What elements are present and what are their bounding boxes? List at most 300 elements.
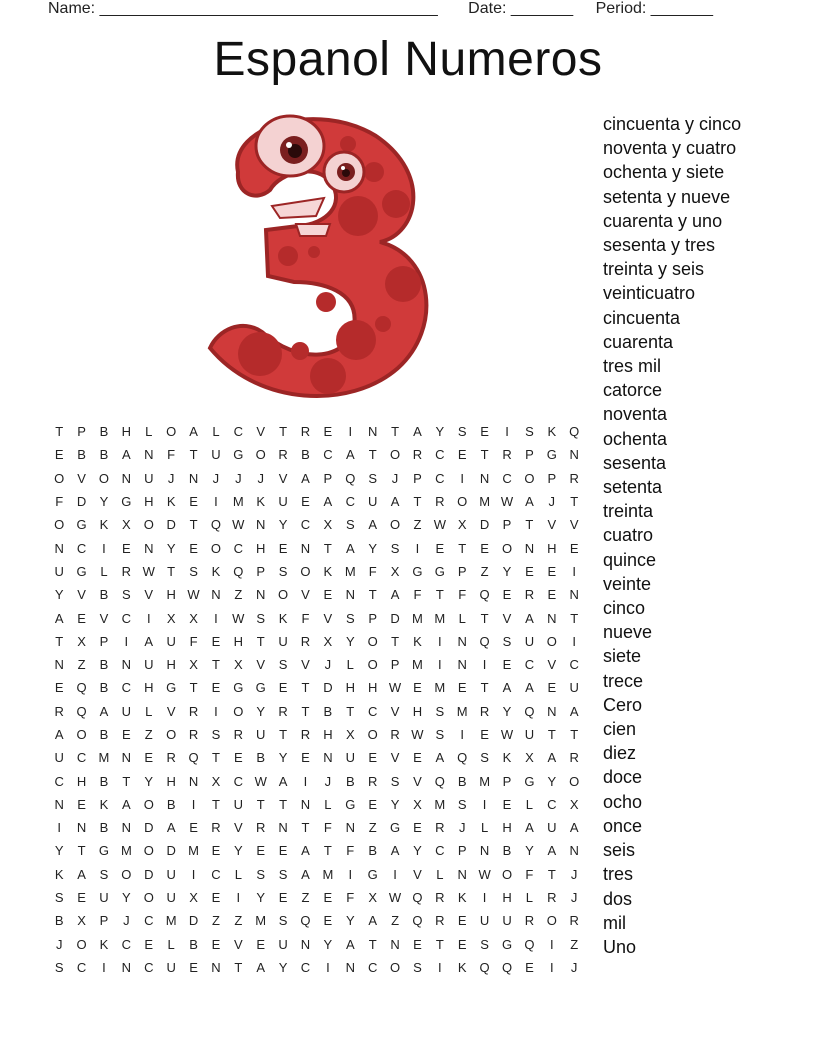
grid-letter[interactable]: C (233, 773, 244, 789)
grid-letter[interactable]: W (500, 727, 514, 742)
grid-letter[interactable]: D (188, 913, 199, 929)
grid-letter[interactable]: E (547, 563, 557, 579)
grid-letter[interactable]: M (344, 563, 356, 579)
grid-letter[interactable]: B (256, 750, 266, 766)
grid-letter[interactable]: O (501, 540, 513, 556)
grid-letter[interactable]: S (457, 796, 467, 812)
grid-letter[interactable]: O (367, 633, 378, 649)
grid-letter[interactable]: N (278, 820, 288, 836)
grid-letter[interactable]: S (278, 866, 288, 882)
grid-letter[interactable]: B (99, 424, 109, 440)
grid-letter[interactable]: R (278, 447, 288, 463)
grid-letter[interactable]: N (121, 959, 132, 975)
grid-letter[interactable]: U (99, 890, 109, 906)
grid-letter[interactable]: O (546, 913, 557, 929)
grid-letter[interactable]: R (166, 750, 176, 766)
grid-letter[interactable]: E (413, 936, 422, 952)
grid-letter[interactable]: E (122, 727, 131, 742)
grid-letter[interactable]: O (367, 727, 378, 742)
grid-letter[interactable]: T (279, 727, 288, 742)
grid-letter[interactable]: C (121, 936, 132, 952)
grid-letter[interactable]: T (301, 820, 310, 836)
grid-letter[interactable]: V (413, 866, 422, 882)
grid-letter[interactable]: P (457, 843, 467, 859)
grid-letter[interactable]: M (322, 866, 334, 882)
grid-letter[interactable]: E (278, 680, 288, 696)
grid-letter[interactable]: R (435, 494, 445, 510)
grid-letter[interactable]: M (456, 703, 468, 719)
grid-letter[interactable]: T (167, 563, 176, 579)
grid-letter[interactable]: K (99, 936, 109, 952)
grid-letter[interactable]: H (256, 540, 266, 556)
grid-letter[interactable]: T (189, 680, 198, 696)
grid-letter[interactable]: W (388, 680, 402, 696)
grid-letter[interactable]: S (278, 657, 288, 673)
grid-letter[interactable]: L (167, 936, 175, 952)
grid-letter[interactable]: I (482, 657, 487, 673)
grid-letter[interactable]: N (188, 470, 199, 486)
grid-letter[interactable]: E (54, 447, 64, 463)
grid-letter[interactable]: R (54, 703, 64, 719)
grid-letter[interactable]: N (457, 633, 467, 649)
grid-letter[interactable]: B (457, 773, 467, 789)
grid-letter[interactable]: W (142, 563, 155, 579)
grid-letter[interactable]: N (569, 447, 579, 463)
grid-letter[interactable]: A (301, 470, 310, 486)
grid-letter[interactable]: J (167, 470, 175, 486)
grid-letter[interactable]: C (144, 959, 154, 975)
grid-letter[interactable]: E (457, 447, 467, 463)
grid-letter[interactable]: P (256, 563, 266, 579)
grid-letter[interactable]: M (120, 843, 132, 859)
grid-letter[interactable]: L (100, 563, 108, 579)
grid-letter[interactable]: M (434, 796, 446, 812)
grid-letter[interactable]: B (99, 587, 109, 603)
grid-letter[interactable]: E (77, 796, 86, 812)
grid-letter[interactable]: Q (210, 517, 221, 533)
grid-letter[interactable]: B (99, 657, 109, 673)
grid-letter[interactable]: S (435, 727, 445, 742)
grid-letter[interactable]: E (189, 540, 198, 556)
grid-letter[interactable]: E (301, 494, 310, 510)
grid-letter[interactable]: A (54, 727, 64, 742)
grid-letter[interactable]: I (348, 424, 353, 440)
grid-letter[interactable]: R (278, 703, 288, 719)
grid-letter[interactable]: A (525, 494, 534, 510)
grid-letter[interactable]: N (121, 657, 132, 673)
grid-letter[interactable]: T (525, 517, 534, 533)
grid-letter[interactable]: S (122, 587, 131, 603)
grid-letter[interactable]: U (54, 563, 64, 579)
grid-letter[interactable]: H (323, 727, 333, 742)
grid-letter[interactable]: F (346, 843, 355, 859)
grid-letter[interactable]: N (211, 587, 221, 603)
grid-letter[interactable]: X (122, 517, 131, 533)
grid-letter[interactable]: J (324, 773, 332, 789)
grid-letter[interactable]: Q (457, 750, 468, 766)
grid-letter[interactable]: A (502, 680, 512, 696)
grid-letter[interactable]: C (121, 610, 132, 626)
grid-letter[interactable]: S (390, 773, 400, 789)
grid-letter[interactable]: Z (211, 913, 220, 929)
grid-letter[interactable]: Y (345, 633, 355, 649)
grid-letter[interactable]: L (525, 890, 534, 906)
grid-letter[interactable]: F (458, 587, 467, 603)
grid-letter[interactable]: H (144, 494, 154, 510)
grid-letter[interactable]: S (256, 866, 266, 882)
grid-letter[interactable]: J (324, 657, 332, 673)
grid-letter[interactable]: I (572, 563, 576, 579)
grid-letter[interactable]: U (166, 890, 176, 906)
grid-letter[interactable]: W (433, 517, 446, 533)
grid-letter[interactable]: E (278, 890, 288, 906)
grid-letter[interactable]: Y (502, 703, 512, 719)
grid-letter[interactable]: L (145, 424, 153, 440)
grid-letter[interactable]: Z (368, 820, 377, 836)
grid-letter[interactable]: L (234, 866, 242, 882)
grid-letter[interactable]: M (188, 843, 199, 859)
grid-letter[interactable]: D (144, 866, 154, 882)
grid-letter[interactable]: M (165, 913, 177, 929)
grid-letter[interactable]: R (479, 703, 490, 719)
grid-letter[interactable]: O (166, 424, 177, 440)
grid-letter[interactable]: H (502, 890, 512, 906)
grid-letter[interactable]: N (121, 470, 132, 486)
grid-letter[interactable]: A (278, 773, 288, 789)
grid-letter[interactable]: G (76, 563, 87, 579)
grid-letter[interactable]: W (232, 610, 245, 626)
grid-letter[interactable]: E (122, 540, 131, 556)
grid-letter[interactable]: F (525, 866, 534, 882)
grid-letter[interactable]: A (525, 610, 534, 626)
grid-letter[interactable]: T (256, 796, 265, 812)
grid-letter[interactable]: A (525, 680, 534, 696)
grid-letter[interactable]: I (102, 540, 106, 556)
grid-letter[interactable]: E (323, 890, 333, 906)
grid-letter[interactable]: N (54, 540, 64, 556)
grid-letter[interactable]: E (457, 936, 467, 952)
grid-letter[interactable]: V (77, 470, 86, 486)
grid-letter[interactable]: C (524, 657, 535, 673)
grid-letter[interactable]: Y (413, 843, 422, 859)
grid-letter[interactable]: C (121, 680, 132, 696)
grid-letter[interactable]: J (570, 890, 578, 906)
grid-letter[interactable]: T (547, 866, 556, 882)
name-field[interactable]: Name: ______________________________________ (48, 0, 438, 17)
grid-letter[interactable]: I (191, 866, 196, 882)
grid-letter[interactable]: S (54, 959, 64, 975)
grid-letter[interactable]: O (389, 517, 401, 533)
grid-letter[interactable]: E (256, 936, 266, 952)
grid-letter[interactable]: I (191, 796, 196, 812)
grid-letter[interactable]: U (54, 750, 64, 766)
grid-letter[interactable]: V (547, 657, 557, 673)
grid-letter[interactable]: J (570, 959, 578, 975)
grid-letter[interactable]: Z (480, 563, 489, 579)
grid-letter[interactable]: A (54, 610, 64, 626)
grid-letter[interactable]: C (76, 750, 87, 766)
grid-letter[interactable]: E (323, 913, 333, 929)
grid-letter[interactable]: V (144, 587, 154, 603)
grid-letter[interactable]: B (99, 773, 109, 789)
grid-letter[interactable]: Z (144, 727, 153, 742)
grid-letter[interactable]: K (547, 424, 557, 440)
grid-letter[interactable]: G (434, 563, 445, 579)
grid-letter[interactable]: Y (278, 750, 288, 766)
grid-letter[interactable]: Y (368, 540, 377, 556)
grid-letter[interactable]: I (326, 959, 330, 975)
grid-letter[interactable]: B (77, 447, 86, 463)
grid-letter[interactable]: J (55, 936, 63, 952)
grid-letter[interactable]: V (301, 587, 310, 603)
grid-letter[interactable]: J (257, 470, 264, 486)
grid-letter[interactable]: N (300, 796, 311, 812)
grid-letter[interactable]: O (233, 703, 244, 719)
grid-letter[interactable]: E (211, 936, 221, 952)
grid-letter[interactable]: Q (300, 913, 311, 929)
grid-letter[interactable]: E (301, 750, 310, 766)
grid-letter[interactable]: A (368, 913, 377, 929)
grid-letter[interactable]: E (189, 959, 198, 975)
grid-letter[interactable]: C (435, 447, 445, 463)
grid-letter[interactable]: V (502, 610, 512, 626)
grid-letter[interactable]: A (547, 750, 557, 766)
grid-letter[interactable]: V (166, 703, 176, 719)
grid-letter[interactable]: B (368, 843, 377, 859)
grid-letter[interactable]: A (166, 820, 176, 836)
grid-letter[interactable]: S (345, 517, 355, 533)
grid-letter[interactable]: A (390, 843, 400, 859)
grid-letter[interactable]: S (345, 610, 355, 626)
grid-letter[interactable]: O (210, 540, 221, 556)
grid-letter[interactable]: E (77, 610, 86, 626)
grid-letter[interactable]: O (278, 587, 289, 603)
grid-letter[interactable]: R (188, 703, 199, 719)
grid-letter[interactable]: G (501, 936, 513, 952)
grid-letter[interactable]: B (99, 820, 109, 836)
grid-letter[interactable]: I (57, 820, 61, 836)
grid-letter[interactable]: N (144, 447, 154, 463)
grid-letter[interactable]: G (389, 820, 401, 836)
grid-letter[interactable]: F (368, 563, 377, 579)
grid-letter[interactable]: C (323, 447, 333, 463)
grid-letter[interactable]: K (99, 517, 109, 533)
grid-letter[interactable]: E (502, 587, 512, 603)
grid-letter[interactable]: T (211, 657, 220, 673)
grid-letter[interactable]: S (256, 610, 266, 626)
grid-letter[interactable]: E (256, 843, 266, 859)
grid-letter[interactable]: Q (524, 936, 535, 952)
grid-letter[interactable]: T (391, 633, 400, 649)
grid-letter[interactable]: O (166, 727, 177, 742)
grid-letter[interactable]: O (546, 633, 557, 649)
grid-letter[interactable]: V (77, 587, 86, 603)
grid-letter[interactable]: D (390, 610, 400, 626)
date-field[interactable]: Date: _______ (468, 0, 574, 17)
grid-letter[interactable]: E (480, 727, 489, 742)
grid-letter[interactable]: V (569, 517, 579, 533)
grid-letter[interactable]: N (367, 424, 378, 440)
grid-letter[interactable]: T (323, 540, 332, 556)
grid-letter[interactable]: S (502, 633, 512, 649)
grid-letter[interactable]: H (345, 680, 355, 696)
grid-letter[interactable]: A (569, 820, 579, 836)
grid-letter[interactable]: A (189, 424, 198, 440)
grid-letter[interactable]: C (54, 773, 64, 789)
grid-letter[interactable]: R (121, 563, 132, 579)
grid-letter[interactable]: W (232, 517, 245, 533)
grid-letter[interactable]: Z (234, 587, 243, 603)
grid-letter[interactable]: R (412, 447, 423, 463)
grid-letter[interactable]: P (547, 470, 557, 486)
grid-letter[interactable]: V (233, 820, 243, 836)
grid-letter[interactable]: L (212, 424, 220, 440)
grid-letter[interactable]: P (368, 610, 377, 626)
grid-letter[interactable]: K (457, 890, 467, 906)
grid-letter[interactable]: B (502, 843, 512, 859)
grid-letter[interactable]: F (323, 820, 332, 836)
grid-letter[interactable]: N (144, 540, 154, 556)
grid-letter[interactable]: I (482, 890, 487, 906)
grid-letter[interactable]: W (388, 890, 402, 906)
grid-letter[interactable]: W (478, 866, 491, 882)
grid-letter[interactable]: E (323, 424, 333, 440)
grid-letter[interactable]: O (524, 470, 535, 486)
grid-letter[interactable]: X (233, 657, 243, 673)
grid-letter[interactable]: T (77, 843, 86, 859)
grid-letter[interactable]: L (481, 820, 489, 836)
grid-letter[interactable]: R (435, 890, 445, 906)
grid-letter[interactable]: F (189, 633, 198, 649)
grid-letter[interactable]: Y (122, 890, 131, 906)
grid-letter[interactable]: X (189, 890, 198, 906)
grid-letter[interactable]: R (233, 727, 244, 742)
grid-letter[interactable]: X (323, 517, 333, 533)
grid-letter[interactable]: T (435, 936, 444, 952)
grid-letter[interactable]: N (121, 750, 132, 766)
grid-letter[interactable]: K (211, 563, 221, 579)
grid-letter[interactable]: S (413, 959, 422, 975)
grid-letter[interactable]: U (121, 703, 132, 719)
grid-letter[interactable]: K (502, 750, 512, 766)
grid-letter[interactable]: A (301, 866, 310, 882)
grid-letter[interactable]: U (144, 470, 154, 486)
grid-letter[interactable]: E (278, 843, 288, 859)
grid-letter[interactable]: B (166, 796, 176, 812)
grid-letter[interactable]: A (547, 843, 557, 859)
grid-letter[interactable]: E (569, 540, 579, 556)
grid-letter[interactable]: F (167, 447, 176, 463)
grid-letter[interactable]: K (323, 563, 333, 579)
grid-letter[interactable]: N (256, 587, 266, 603)
grid-letter[interactable]: E (211, 843, 221, 859)
grid-letter[interactable]: I (505, 424, 509, 440)
grid-letter[interactable]: I (438, 959, 442, 975)
grid-letter[interactable]: R (435, 913, 445, 929)
grid-letter[interactable]: A (122, 447, 131, 463)
grid-letter[interactable]: A (144, 633, 154, 649)
grid-letter[interactable]: I (124, 633, 129, 649)
grid-letter[interactable]: R (569, 750, 579, 766)
grid-letter[interactable]: D (166, 517, 176, 533)
grid-letter[interactable]: S (54, 890, 64, 906)
grid-letter[interactable]: A (390, 587, 400, 603)
grid-letter[interactable]: E (77, 890, 86, 906)
grid-letter[interactable]: C (300, 517, 311, 533)
grid-letter[interactable]: D (323, 680, 333, 696)
grid-letter[interactable]: O (143, 890, 154, 906)
grid-letter[interactable]: N (457, 657, 467, 673)
grid-letter[interactable]: L (324, 796, 332, 812)
grid-letter[interactable]: G (367, 866, 378, 882)
grid-letter[interactable]: S (480, 936, 489, 952)
grid-letter[interactable]: O (457, 494, 468, 510)
grid-letter[interactable]: N (479, 843, 490, 859)
grid-letter[interactable]: C (76, 540, 87, 556)
grid-letter[interactable]: E (368, 750, 377, 766)
grid-letter[interactable]: N (547, 703, 557, 719)
grid-letter[interactable]: I (438, 633, 442, 649)
grid-letter[interactable]: Q (434, 773, 445, 789)
grid-letter[interactable]: D (144, 820, 154, 836)
grid-letter[interactable]: A (413, 424, 422, 440)
grid-letter[interactable]: R (300, 727, 311, 742)
grid-letter[interactable]: T (256, 633, 265, 649)
grid-letter[interactable]: C (345, 494, 355, 510)
grid-letter[interactable]: U (502, 913, 512, 929)
grid-letter[interactable]: L (525, 796, 534, 812)
grid-letter[interactable]: E (525, 959, 534, 975)
grid-letter[interactable]: H (412, 703, 423, 719)
grid-letter[interactable]: W (254, 773, 267, 789)
grid-letter[interactable]: Y (525, 843, 534, 859)
grid-letter[interactable]: U (569, 680, 579, 696)
grid-letter[interactable]: U (278, 633, 288, 649)
grid-letter[interactable]: C (76, 959, 87, 975)
grid-letter[interactable]: F (413, 587, 422, 603)
grid-letter[interactable]: I (415, 540, 420, 556)
grid-letter[interactable]: T (368, 936, 377, 952)
grid-letter[interactable]: Q (188, 750, 199, 766)
grid-letter[interactable]: Z (301, 890, 310, 906)
grid-letter[interactable]: N (390, 936, 400, 952)
grid-letter[interactable]: R (569, 913, 579, 929)
grid-letter[interactable]: Y (390, 796, 400, 812)
grid-letter[interactable]: N (569, 587, 579, 603)
grid-letter[interactable]: U (166, 866, 176, 882)
grid-letter[interactable]: B (99, 680, 109, 696)
grid-letter[interactable]: M (255, 913, 267, 929)
grid-letter[interactable]: X (390, 563, 400, 579)
grid-letter[interactable]: T (346, 703, 355, 719)
grid-letter[interactable]: F (55, 494, 64, 510)
grid-letter[interactable]: O (255, 447, 266, 463)
grid-letter[interactable]: Q (569, 424, 580, 440)
grid-letter[interactable]: X (77, 633, 86, 649)
grid-letter[interactable]: R (547, 890, 557, 906)
grid-letter[interactable]: P (502, 773, 512, 789)
grid-letter[interactable]: T (122, 773, 131, 789)
grid-letter[interactable]: V (256, 657, 266, 673)
grid-letter[interactable]: B (99, 727, 109, 742)
grid-letter[interactable]: X (569, 796, 579, 812)
grid-letter[interactable]: P (323, 470, 333, 486)
grid-letter[interactable]: E (435, 540, 445, 556)
grid-letter[interactable]: S (211, 727, 221, 742)
grid-letter[interactable]: A (256, 959, 266, 975)
grid-letter[interactable]: O (300, 563, 311, 579)
grid-letter[interactable]: B (99, 447, 109, 463)
